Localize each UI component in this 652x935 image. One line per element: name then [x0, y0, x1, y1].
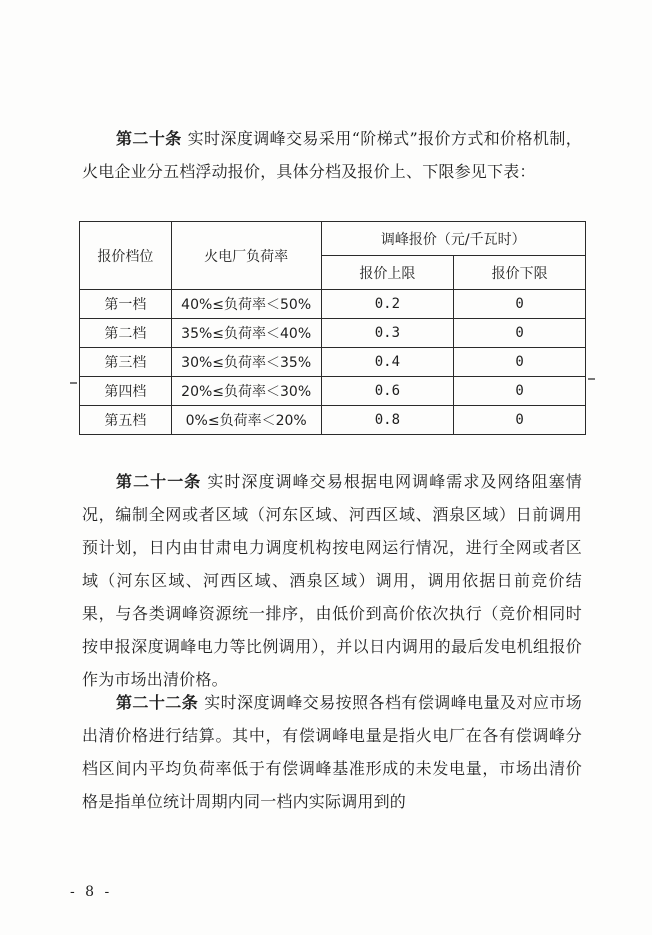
paragraph-article-20: [82, 122, 582, 188]
article-heading: 第二十二条: [116, 693, 199, 712]
cell-level: 第五档: [80, 406, 172, 435]
cell-lower: 0: [454, 290, 586, 319]
cell-level: 第三档: [80, 348, 172, 377]
page-number: - 8 -: [70, 884, 113, 900]
table-row: [80, 377, 586, 406]
cell-lower: 0: [454, 406, 586, 435]
paragraph-article-22: [82, 686, 582, 818]
price-tier-table: [79, 221, 586, 435]
header-load-rate: 火电厂负荷率: [171, 222, 321, 290]
cell-load-rate: 40%≤负荷率＜50%: [171, 290, 321, 319]
header-level: 报价档位: [80, 222, 172, 290]
article-heading: 第二十条: [116, 129, 182, 148]
cell-load-rate: 30%≤负荷率＜35%: [171, 348, 321, 377]
cell-lower: 0: [454, 319, 586, 348]
header-lower-limit: 报价下限: [454, 256, 586, 290]
cell-level: 第二档: [80, 319, 172, 348]
table-row: [80, 406, 586, 435]
cell-upper: 0.3: [321, 319, 454, 348]
article-heading: 第二十一条: [116, 472, 202, 491]
header-upper-limit: 报价上限: [321, 256, 454, 290]
cell-load-rate: 0%≤负荷率＜20%: [171, 406, 321, 435]
cell-load-rate: 20%≤负荷率＜30%: [171, 377, 321, 406]
cell-upper: 0.4: [321, 348, 454, 377]
cell-upper: 0.8: [321, 406, 454, 435]
cell-lower: 0: [454, 377, 586, 406]
table-row: [80, 319, 586, 348]
paragraph-text: 实时深度调峰交易采用“阶梯式”报价方式和价格机制，火电企业分五档浮动报价，具体分档及报价上、下限参见下表：: [82, 129, 582, 181]
scan-mark: [70, 382, 77, 384]
paragraph-text: 实时深度调峰交易按照各档有偿调峰电量及对应市场出清价格进行结算。其中，有偿调峰电量是指火电厂在各有偿调峰分档区间内平均负荷率低于有偿调峰基准形成的未发电量，市场出清价格是指单位统计周期内同一档内实际调用到的: [82, 693, 582, 811]
table-row: [80, 290, 586, 319]
cell-lower: 0: [454, 348, 586, 377]
cell-upper: 0.6: [321, 377, 454, 406]
scan-mark: [588, 378, 595, 380]
paragraph-article-21: [82, 465, 582, 696]
cell-level: 第四档: [80, 377, 172, 406]
cell-upper: 0.2: [321, 290, 454, 319]
cell-level: 第一档: [80, 290, 172, 319]
cell-load-rate: 35%≤负荷率＜40%: [171, 319, 321, 348]
table-row: [80, 348, 586, 377]
header-price: 调峰报价（元/千瓦时）: [321, 222, 585, 256]
paragraph-text: 实时深度调峰交易根据电网调峰需求及网络阻塞情况，编制全网或者区域（河东区域、河西区域、酒泉区域）日前调用预计划，日内由甘肃电力调度机构按电网运行情况，进行全网或者区域（河东区域、河西区域、酒泉区域）调用，调用依据日前竞价结果，与各类调峰资源统一排序，由低价到高价依次执行（竞价相同时按申报深度调峰电力等比例调用），并以日内调用的最后发电机组报价作为市场出清价格。: [82, 472, 582, 689]
